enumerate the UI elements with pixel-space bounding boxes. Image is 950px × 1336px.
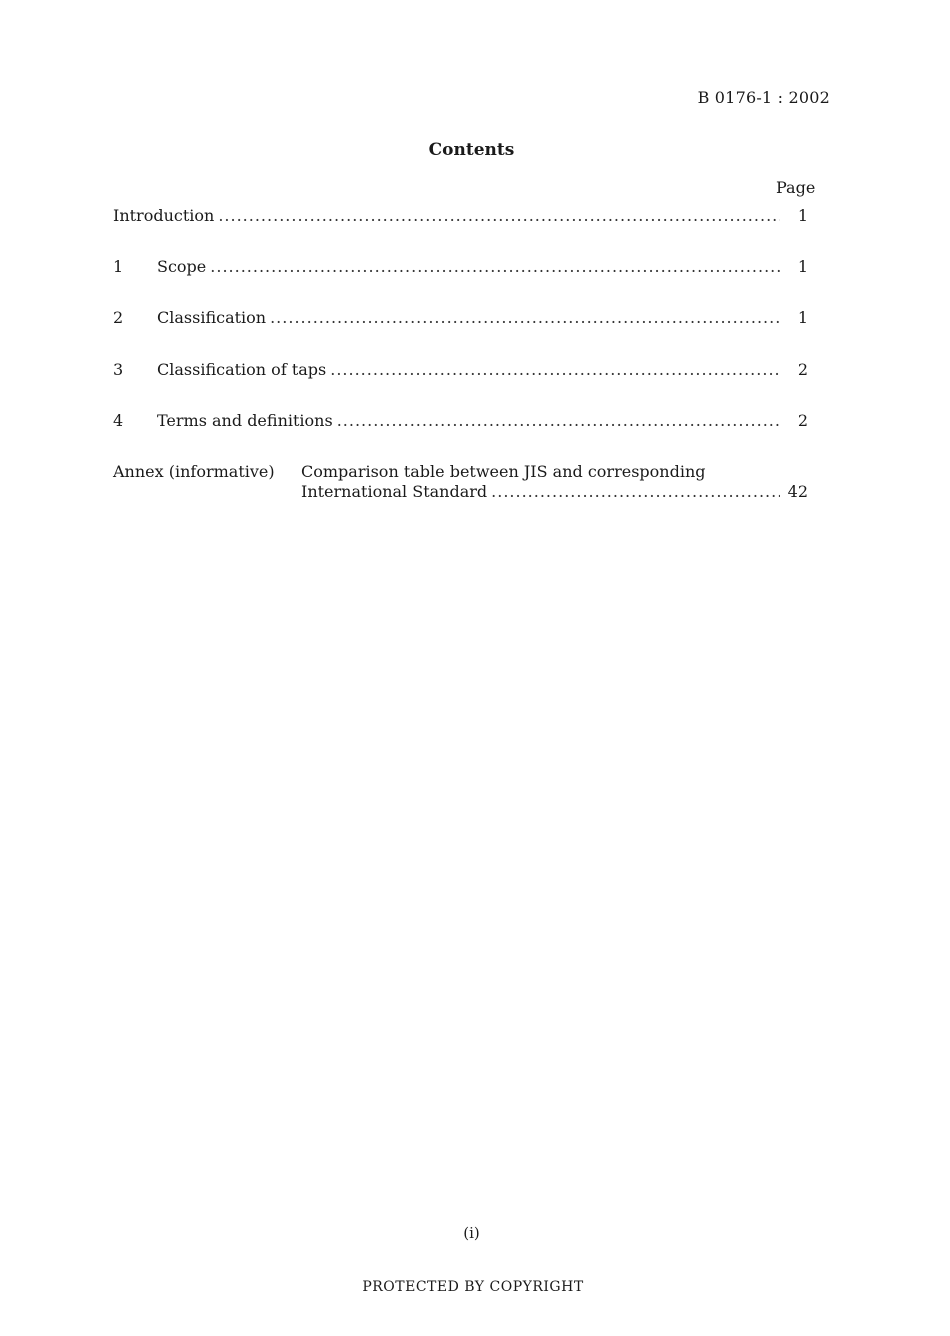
contents-title: Contents [428,140,515,160]
toc-entry-label: Introduction [113,206,215,225]
document-number: B 0176-1 : 2002 [697,88,830,107]
toc-entry-introduction[interactable] [113,206,808,226]
toc-entry-page: 1 [797,206,808,225]
dot-leader [270,308,780,328]
toc-entry-label: Terms and definitions [157,411,333,430]
dot-leader [337,411,780,431]
dot-leader [218,206,780,226]
copyright-notice: PROTECTED BY COPYRIGHT [362,1279,584,1295]
dot-leader [210,257,780,277]
toc-entry-number: 3 [113,360,124,379]
page-folio: (i) [463,1224,480,1242]
page-column-header: Page [776,178,816,197]
toc-entry-terms-and-definitions[interactable] [113,411,808,431]
toc-entry-label: Classification of taps [157,360,327,379]
annex-title-line-1: Comparison table between JIS and corresponding [301,462,706,481]
toc-entry-page: 2 [797,411,808,430]
toc-entry-label: Classification [157,308,267,327]
toc-entry-page: 42 [787,482,808,501]
dot-leader [330,360,780,380]
dot-leader [491,482,780,502]
toc-entry-number: 2 [113,308,124,327]
toc-entry-number: 1 [113,257,124,276]
annex-prefix: Annex (informative) [113,462,275,481]
annex-title-line-2: International Standard [301,482,488,501]
toc-entry-classification-of-taps[interactable] [113,360,808,380]
toc-entry-scope[interactable] [113,257,808,277]
toc-entry-page: 2 [797,360,808,379]
toc-entry-number: 4 [113,411,124,430]
toc-entry-classification[interactable] [113,308,808,328]
toc-entry-annex[interactable] [113,462,808,504]
toc-entry-label: Scope [157,257,207,276]
toc-entry-page: 1 [797,308,808,327]
toc-entry-page: 1 [797,257,808,276]
